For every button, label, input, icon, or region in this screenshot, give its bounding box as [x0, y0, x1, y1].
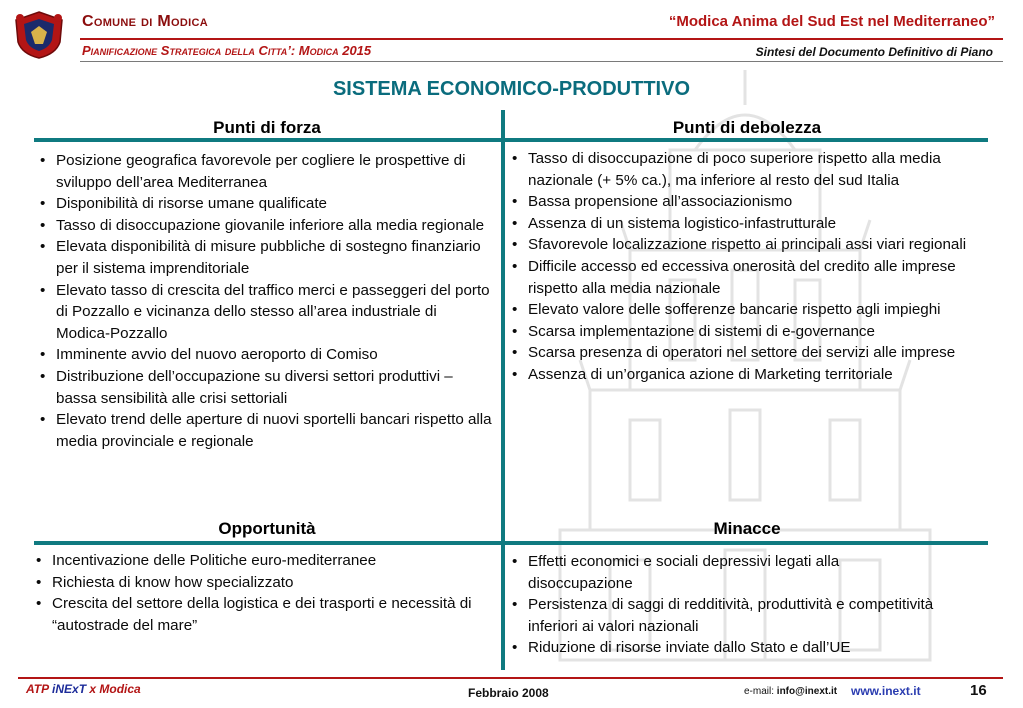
grid-line-top — [34, 138, 988, 142]
city-motto: “Modica Anima del Sud Est nel Mediterraneo” — [668, 13, 995, 30]
footer-date: Febbraio 2008 — [468, 686, 549, 700]
threats-heading: Minacce — [713, 519, 781, 538]
footer-email — [744, 686, 837, 697]
document-label: Sintesi del Documento Definitivo di Piano — [755, 45, 993, 59]
website-link[interactable]: www.inext.it — [851, 684, 921, 698]
threats-list — [506, 551, 946, 659]
footer-credit — [26, 682, 141, 696]
list-item: • Distribuzione dell’occupazione su diversi settori produttivi – bassa sensibilità alle crisi settoriali — [34, 366, 494, 409]
grid-line-middle — [34, 541, 988, 545]
org-title: Comune di Modica — [82, 13, 208, 30]
list-item: • Imminente avvio del nuovo aeroporto di Comiso — [34, 344, 494, 366]
grid-line-center — [501, 110, 505, 670]
list-item: • Scarsa presenza di operatori nel settore dei servizi alle imprese — [506, 342, 976, 364]
header-divider — [80, 38, 1003, 40]
email-label: e-mail: — [744, 686, 775, 697]
email-address[interactable]: info@inext.it — [776, 686, 838, 697]
list-item: • Richiesta di know how specializzato — [30, 572, 494, 594]
weaknesses-heading: Punti di debolezza — [672, 118, 822, 137]
list-item: • Disponibilità di risorse umane qualificate — [34, 193, 494, 215]
list-item: • Scarsa implementazione di sistemi di e-governance — [506, 321, 976, 343]
list-item: • Elevato trend delle aperture di nuovi sportelli bancari rispetto alla media provinciale e regionale — [34, 409, 494, 452]
list-item: • Effetti economici e sociali depressivi legati alla disoccupazione — [506, 551, 946, 594]
list-item: • Bassa propensione all’associazionismo — [506, 191, 976, 213]
page-title: SISTEMA ECONOMICO-PRODUTTIVO — [332, 78, 691, 100]
list-item: • Incentivazione delle Politiche euro-mediterranee — [30, 550, 494, 572]
strengths-list — [34, 150, 494, 452]
city-crest-logo — [10, 10, 68, 60]
list-item: • Crescita del settore della logistica e dei trasporti e necessità di “autostrade del mare” — [30, 593, 494, 636]
list-item: • Persistenza di saggi di redditività, produttività e competitività inferiori ai valori nazionali — [506, 594, 946, 637]
atp-label: ATP — [26, 682, 49, 696]
list-item: • Posizione geografica favorevole per cogliere le prospettive di sviluppo dell’area Mediterranea — [34, 150, 494, 193]
list-item: • Assenza di un’organica azione di Marketing territoriale — [506, 364, 976, 386]
list-item: • Sfavorevole localizzazione rispetto ai principali assi viari regionali — [506, 234, 976, 256]
header-divider-secondary — [80, 61, 1003, 62]
list-item: • Riduzione di risorse inviate dallo Stato e dall’UE — [506, 637, 946, 659]
weaknesses-list — [506, 148, 976, 386]
strengths-heading: Punti di forza — [213, 118, 321, 137]
opportunities-list — [30, 550, 494, 636]
list-item: • Tasso di disoccupazione di poco superiore rispetto alla media nazionale (+ 5% ca.), ma inferiore al resto del sud Italia — [506, 148, 976, 191]
list-item: • Difficile accesso ed eccessiva onerosità del credito alle imprese rispetto alla media nazionale — [506, 256, 976, 299]
opportunities-heading: Opportunità — [218, 519, 316, 538]
plan-subtitle: Pianificazione Strategica della Citta’: Modica 2015 — [82, 43, 372, 58]
list-item: • Assenza di un sistema logistico-infastrutturale — [506, 213, 976, 235]
inext-brand: iNExT — [52, 682, 87, 696]
city-label: x Modica — [89, 682, 141, 696]
footer-divider — [18, 677, 1003, 679]
list-item: • Elevato valore delle sofferenze bancarie rispetto agli impieghi — [506, 299, 976, 321]
list-item: • Elevato tasso di crescita del traffico merci e passeggeri del porto di Pozzallo e vicinanza dello stesso all’area industriale di Modica-Pozzallo — [34, 280, 494, 345]
list-item: • Elevata disponibilità di misure pubbliche di sostegno finanziario per il sistema imprenditoriale — [34, 236, 494, 279]
page-number: 16 — [970, 682, 987, 699]
list-item: • Tasso di disoccupazione giovanile inferiore alla media regionale — [34, 215, 494, 237]
